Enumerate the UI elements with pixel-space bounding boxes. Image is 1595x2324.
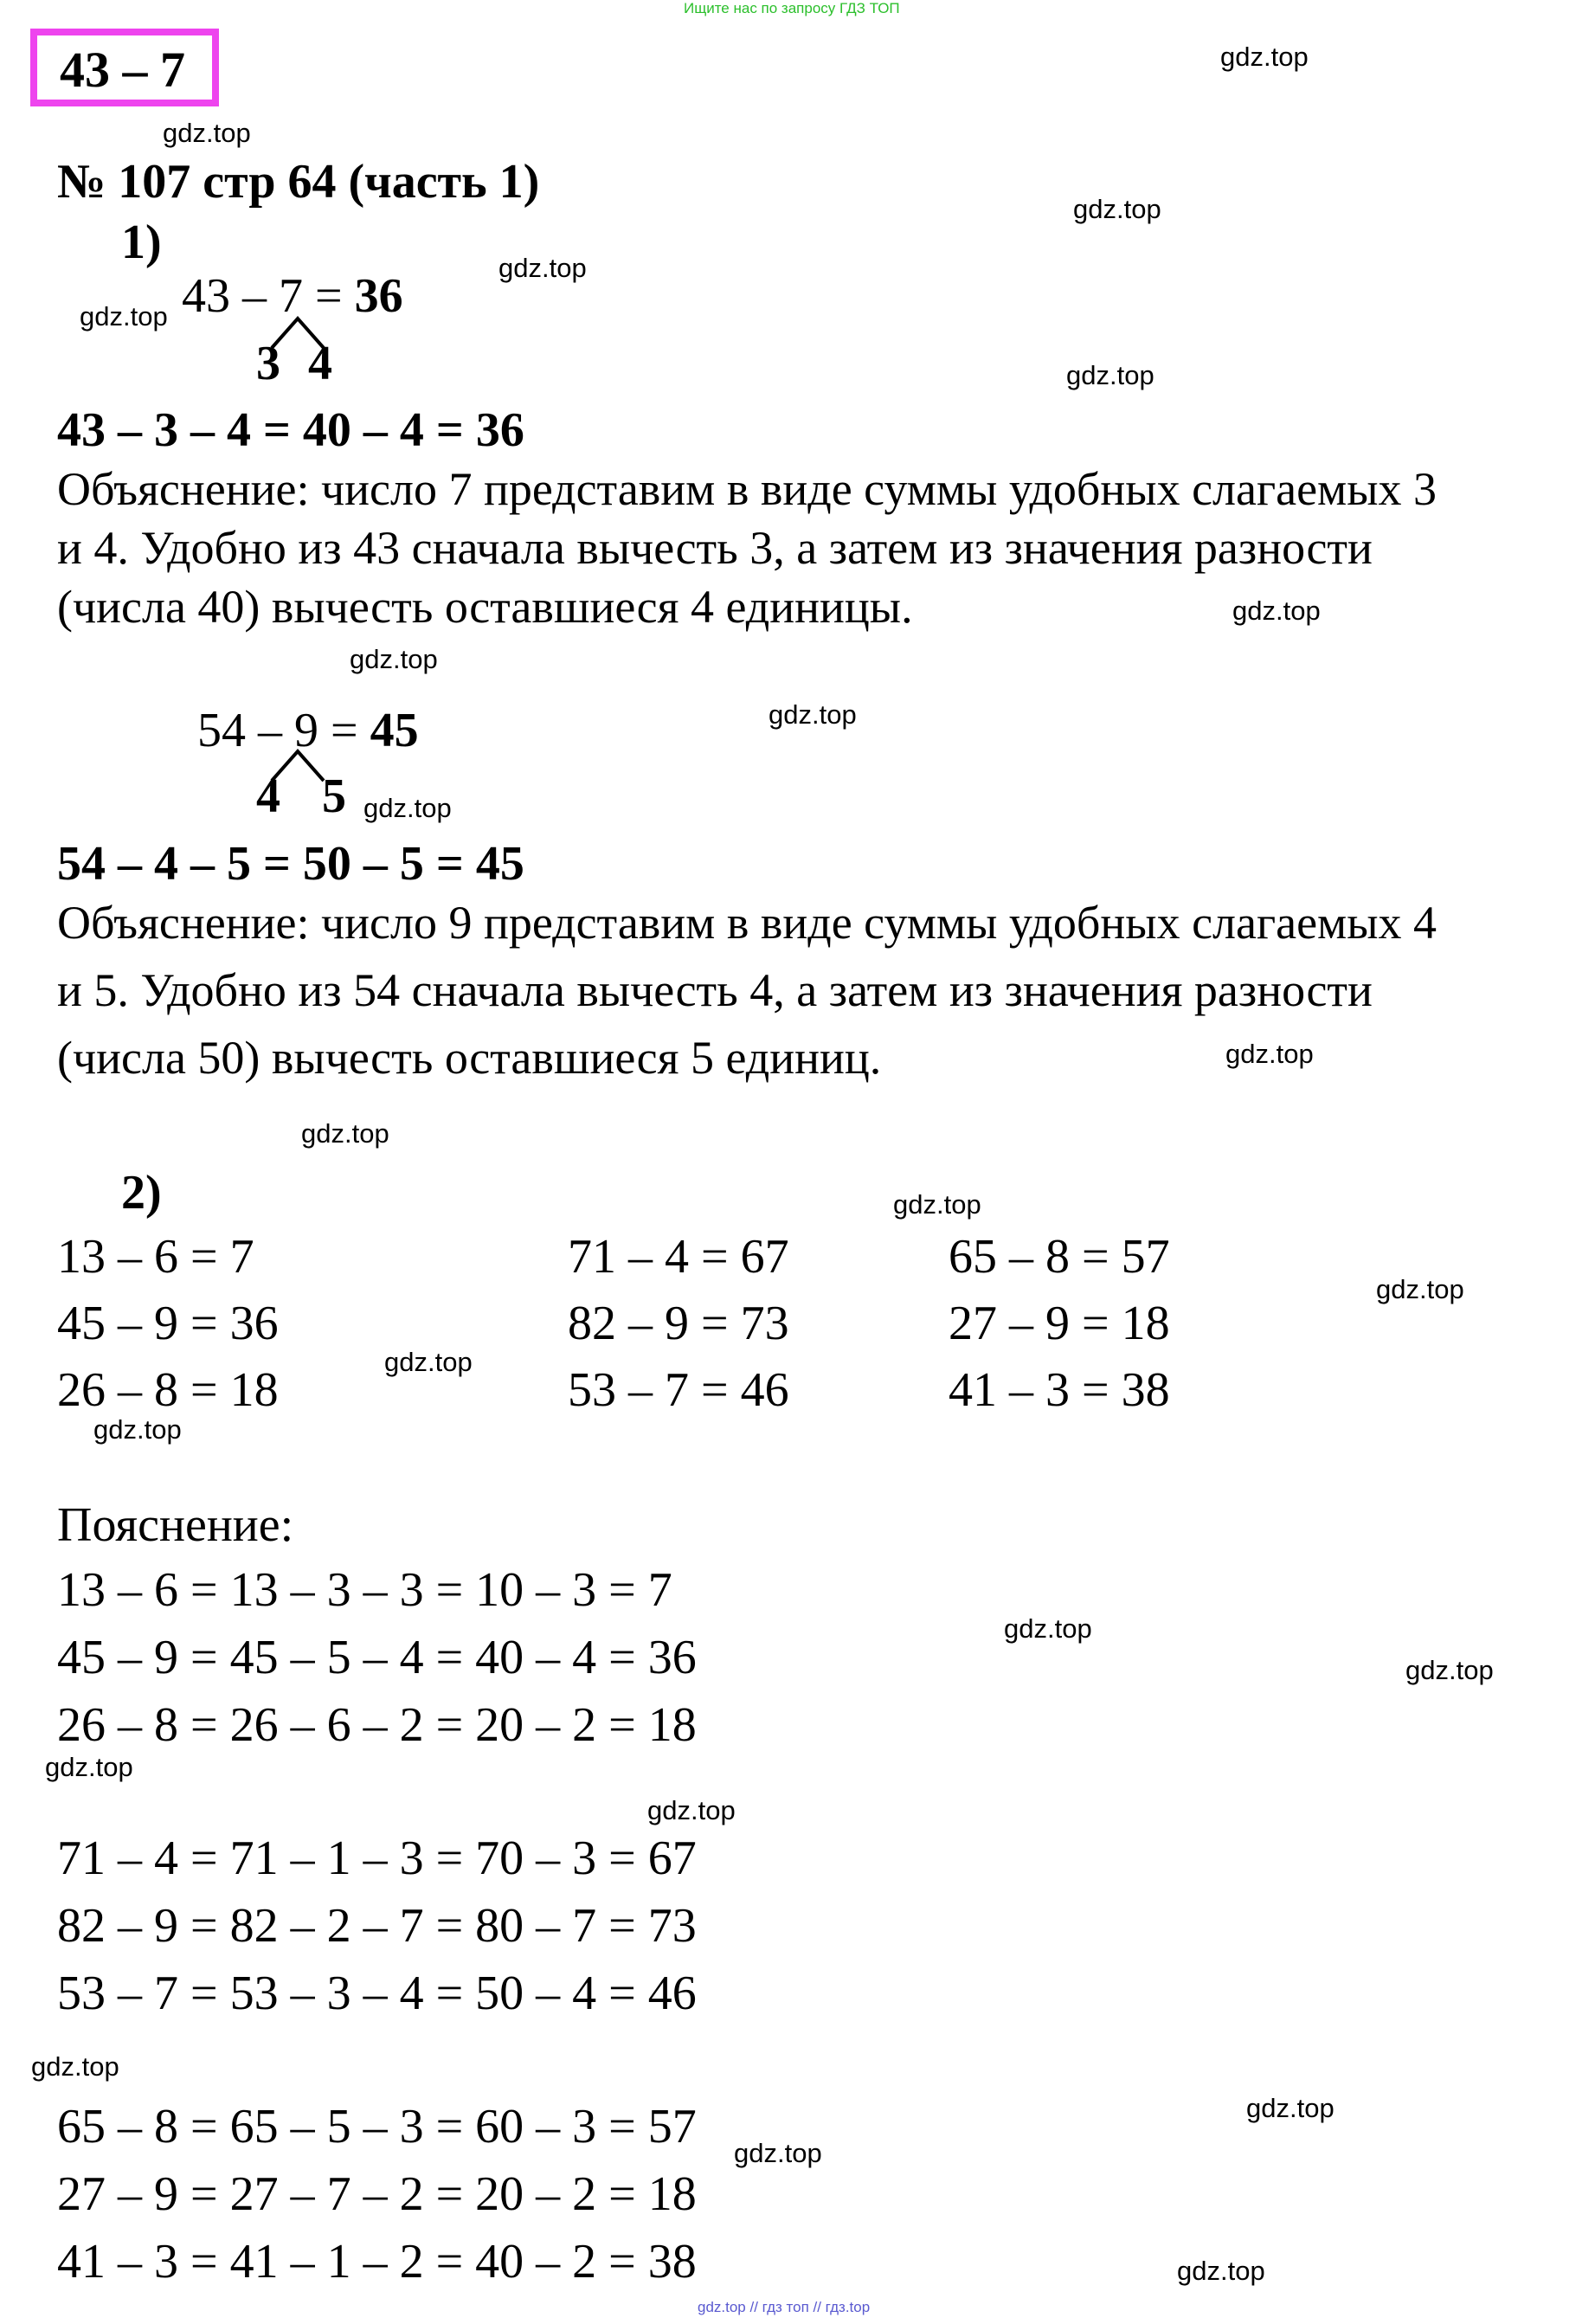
watermark: gdz.top xyxy=(1405,1655,1494,1685)
note-line-6: 53 – 7 = 53 – 3 – 4 = 50 – 4 = 46 xyxy=(57,1967,697,2020)
column-3-row-2: 27 – 9 = 18 xyxy=(949,1297,1170,1350)
page-title: № 107 стр 64 (часть 1) xyxy=(57,155,540,209)
watermark: gdz.top xyxy=(1376,1274,1464,1304)
watermark: gdz.top xyxy=(45,1752,133,1782)
note-line-3: 26 – 8 = 26 – 6 – 2 = 20 – 2 = 18 xyxy=(57,1698,697,1752)
task-badge xyxy=(30,29,219,106)
example-1-expr-left: 43 – 7 = xyxy=(182,269,355,323)
watermark: gdz.top xyxy=(769,699,857,730)
part-2-label: 2) xyxy=(121,1166,162,1220)
note-line-1: 13 – 6 = 13 – 3 – 3 = 10 – 3 = 7 xyxy=(57,1563,672,1617)
watermark: gdz.top xyxy=(647,1795,736,1825)
example-2-explanation-line-1: Объяснение: число 9 представим в виде суммы удобных слагаемых 4 xyxy=(57,897,1437,949)
example-1-explanation-line-1: Объяснение: число 7 представим в виде суммы удобных слагаемых 3 xyxy=(57,463,1437,515)
watermark: gdz.top xyxy=(301,1118,389,1149)
watermark: gdz.top xyxy=(363,793,452,823)
watermark: gdz.top xyxy=(1246,2093,1335,2123)
column-1-row-3: 26 – 8 = 18 xyxy=(57,1363,279,1417)
note-title: Пояснение: xyxy=(57,1498,294,1552)
column-2-row-1: 71 – 4 = 67 xyxy=(568,1230,789,1284)
watermark: gdz.top xyxy=(1004,1613,1092,1644)
example-1-split-b: 4 xyxy=(308,337,332,390)
example-2-expr-left: 54 – 9 = xyxy=(197,704,370,757)
watermark: gdz.top xyxy=(163,118,251,148)
note-line-4: 71 – 4 = 71 – 1 – 3 = 70 – 3 = 67 xyxy=(57,1832,697,1885)
watermark: gdz.top xyxy=(384,1347,473,1377)
example-1-result: 36 xyxy=(354,269,403,323)
watermark: gdz.top xyxy=(734,2138,822,2168)
watermark: gdz.top xyxy=(1177,2256,1265,2286)
watermark: gdz.top xyxy=(1232,595,1321,626)
column-1-row-1: 13 – 6 = 7 xyxy=(57,1230,254,1284)
note-line-8: 27 – 9 = 27 – 7 – 2 = 20 – 2 = 18 xyxy=(57,2167,697,2221)
footer-links: gdz.top // гдз топ // гдз.top xyxy=(698,2299,871,2315)
example-2-split-a: 4 xyxy=(256,769,280,823)
column-2-row-2: 82 – 9 = 73 xyxy=(568,1297,789,1350)
column-1-row-2: 45 – 9 = 36 xyxy=(57,1297,279,1350)
watermark: gdz.top xyxy=(93,1414,182,1445)
column-3-row-1: 65 – 8 = 57 xyxy=(949,1230,1170,1284)
column-3-row-3: 41 – 3 = 38 xyxy=(949,1363,1170,1417)
note-line-5: 82 – 9 = 82 – 2 – 7 = 80 – 7 = 73 xyxy=(57,1899,697,1953)
note-line-2: 45 – 9 = 45 – 5 – 4 = 40 – 4 = 36 xyxy=(57,1631,697,1684)
watermark: gdz.top xyxy=(1073,194,1161,224)
watermark: gdz.top xyxy=(1225,1039,1314,1069)
example-1-explanation-line-2: и 4. Удобно из 43 сначала вычесть 3, а затем из значения разности xyxy=(57,522,1373,574)
column-2-row-3: 53 – 7 = 46 xyxy=(568,1363,789,1417)
watermark: gdz.top xyxy=(80,301,168,332)
watermark: gdz.top xyxy=(31,2051,119,2082)
note-line-9: 41 – 3 = 41 – 1 – 2 = 40 – 2 = 38 xyxy=(57,2235,697,2289)
watermark: gdz.top xyxy=(1220,42,1309,72)
top-note: Ищите нас по запросу ГДЗ ТОП xyxy=(684,0,900,16)
task-badge-text: 43 – 7 xyxy=(60,42,185,98)
example-1-split-a: 3 xyxy=(256,337,280,390)
note-line-7: 65 – 8 = 65 – 5 – 3 = 60 – 3 = 57 xyxy=(57,2100,697,2153)
example-1-chain: 43 – 3 – 4 = 40 – 4 = 36 xyxy=(57,403,524,457)
watermark: gdz.top xyxy=(893,1189,981,1220)
watermark: gdz.top xyxy=(1066,360,1154,390)
example-2-split-b: 5 xyxy=(322,769,346,823)
example-2-chain: 54 – 4 – 5 = 50 – 5 = 45 xyxy=(57,837,524,891)
example-2-explanation-line-2: и 5. Удобно из 54 сначала вычесть 4, а затем из значения разности xyxy=(57,964,1373,1016)
part-1-label: 1) xyxy=(121,216,162,269)
watermark: gdz.top xyxy=(350,644,438,674)
watermark: gdz.top xyxy=(498,253,587,283)
example-2-explanation-line-3: (числа 50) вычесть оставшиеся 5 единиц. xyxy=(57,1032,882,1084)
example-1-explanation-line-3: (числа 40) вычесть оставшиеся 4 единицы. xyxy=(57,581,913,633)
example-2-result: 45 xyxy=(370,704,419,757)
